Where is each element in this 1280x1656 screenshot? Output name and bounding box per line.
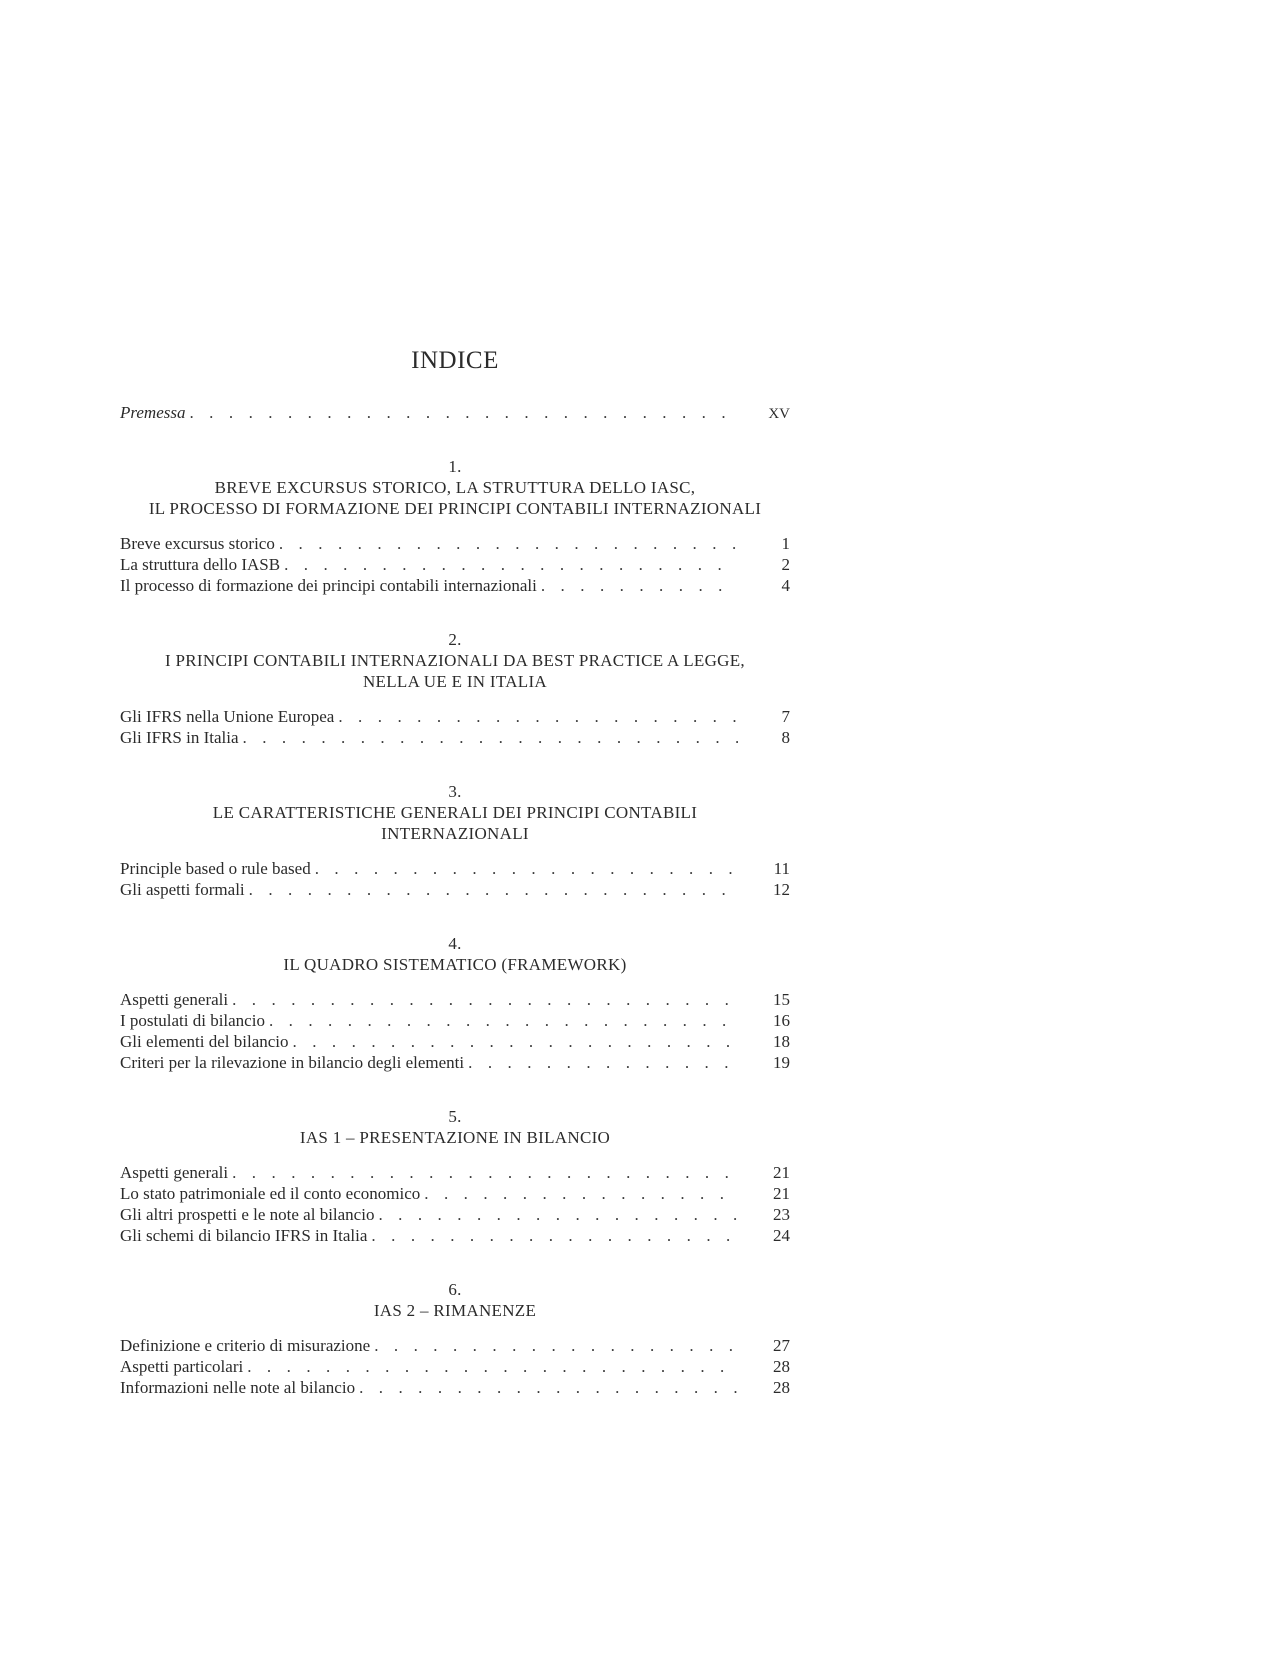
chapter-section <box>120 1106 790 1246</box>
toc-row <box>120 1010 790 1031</box>
toc-entry-page: 23 <box>773 1205 790 1224</box>
chapter-section <box>120 933 790 1073</box>
toc-entry-page: 24 <box>773 1226 790 1245</box>
intro-entry <box>120 402 790 423</box>
toc-row <box>120 533 790 554</box>
dot-leader <box>367 1225 738 1246</box>
toc-entry-page: 28 <box>773 1357 790 1376</box>
toc-entry-page: 4 <box>781 576 790 595</box>
dot-leader <box>464 1052 738 1073</box>
dot-leader <box>228 989 738 1010</box>
toc-row <box>120 554 790 575</box>
dot-leader <box>280 554 738 575</box>
toc-entry-title: Lo stato patrimoniale ed il conto economico <box>120 1184 421 1203</box>
toc-row <box>120 1052 790 1073</box>
toc-entry-title: Aspetti particolari <box>120 1357 244 1376</box>
toc-row <box>120 989 790 1010</box>
toc-row <box>120 402 790 423</box>
toc-entry-title: Premessa <box>120 403 186 422</box>
toc-entry-page: 12 <box>773 880 790 899</box>
chapter-number: 5. <box>448 1107 462 1126</box>
dot-leader <box>311 858 738 879</box>
dot-leader <box>243 1356 738 1377</box>
chapter-heading <box>120 1106 790 1148</box>
chapter-title-line: NELLA UE E IN ITALIA <box>362 672 548 691</box>
dot-leader <box>245 879 738 900</box>
toc-entry-title: La struttura dello IASB <box>120 555 281 574</box>
toc-entry-title: Criteri per la rilevazione in bilancio degli elementi <box>120 1053 465 1072</box>
toc-entry-title: Gli altri prospetti e le note al bilancio <box>120 1205 375 1224</box>
chapter-title-line: BREVE EXCURSUS STORICO, LA STRUTTURA DELLO IASC, <box>214 478 696 497</box>
dot-leader <box>239 727 738 748</box>
toc-entry-title: Gli elementi del bilancio <box>120 1032 289 1051</box>
toc-entry-title: I postulati di bilancio <box>120 1011 265 1030</box>
chapter-title-line: IL PROCESSO DI FORMAZIONE DEI PRINCIPI CONTABILI INTERNAZIONALI <box>148 499 762 518</box>
chapter-number: 2. <box>448 630 462 649</box>
toc-entry-title: Gli IFRS nella Unione Europea <box>120 707 335 726</box>
chapter-heading <box>120 629 790 692</box>
chapter-title-line: IAS 1 – PRESENTAZIONE IN BILANCIO <box>299 1128 611 1147</box>
toc-entry-title: Breve excursus storico <box>120 534 275 553</box>
chapter-number: 4. <box>448 934 462 953</box>
chapter-list <box>120 456 790 1398</box>
toc-row <box>120 575 790 596</box>
chapter-heading <box>120 456 790 519</box>
toc-entry-page: 7 <box>781 707 790 726</box>
toc-entry-title: Aspetti generali <box>120 1163 229 1182</box>
dot-leader <box>334 706 738 727</box>
toc-entry-page: 28 <box>773 1378 790 1397</box>
toc-entry-page: 19 <box>773 1053 790 1072</box>
toc-entry-title: Gli aspetti formali <box>120 880 245 899</box>
dot-leader <box>420 1183 738 1204</box>
toc-row <box>120 879 790 900</box>
toc-row <box>120 1335 790 1356</box>
toc-row <box>120 1031 790 1052</box>
toc-entry-page: 8 <box>781 728 790 747</box>
chapter-section <box>120 1279 790 1398</box>
toc-entry-page: 21 <box>773 1163 790 1182</box>
toc-row <box>120 1183 790 1204</box>
dot-leader <box>370 1335 738 1356</box>
chapter-number: 3. <box>448 782 462 801</box>
toc-row <box>120 706 790 727</box>
toc-entry-page: 18 <box>773 1032 790 1051</box>
dot-leader <box>355 1377 738 1398</box>
dot-leader <box>275 533 738 554</box>
toc-entry-title: Aspetti generali <box>120 990 229 1009</box>
toc-entry-page: 27 <box>773 1336 790 1355</box>
chapter-title-line: I PRINCIPI CONTABILI INTERNAZIONALI DA BEST PRACTICE A LEGGE, <box>165 651 745 670</box>
dot-leader <box>185 402 738 423</box>
toc-entry-title: Informazioni nelle note al bilancio <box>120 1378 356 1397</box>
dot-leader <box>537 575 738 596</box>
chapter-section <box>120 629 790 748</box>
chapter-number: 1. <box>448 457 462 476</box>
chapter-title-line: IAS 2 – RIMANENZE <box>373 1301 537 1320</box>
toc-entry-title: Gli schemi di bilancio IFRS in Italia <box>120 1226 368 1245</box>
toc-entry-page: 2 <box>781 555 790 574</box>
toc-row <box>120 727 790 748</box>
toc-row <box>120 1377 790 1398</box>
chapter-heading <box>120 1279 790 1321</box>
chapter-title-line: IL QUADRO SISTEMATICO (FRAMEWORK) <box>283 955 627 974</box>
chapter-section <box>120 456 790 596</box>
dot-leader <box>228 1162 738 1183</box>
toc-entry-title: Il processo di formazione dei principi contabili internazionali <box>120 576 537 595</box>
toc-row <box>120 1356 790 1377</box>
toc-row <box>120 1225 790 1246</box>
toc-entry-title: Principle based o rule based <box>120 859 311 878</box>
toc-entry-title: Gli IFRS in Italia <box>120 728 239 747</box>
chapter-heading <box>120 781 790 844</box>
toc-row <box>120 858 790 879</box>
dot-leader <box>374 1204 738 1225</box>
dot-leader <box>265 1010 738 1031</box>
toc-entry-page: XV <box>768 406 790 422</box>
dot-leader <box>289 1031 738 1052</box>
toc-entry-page: 11 <box>773 859 790 878</box>
toc-row <box>120 1204 790 1225</box>
chapter-title-line: INTERNAZIONALI <box>381 824 529 843</box>
chapter-title-line: LE CARATTERISTICHE GENERALI DEI PRINCIPI CONTABILI <box>212 803 698 822</box>
page-title: INDICE <box>411 347 499 374</box>
toc-row <box>120 1162 790 1183</box>
chapter-heading <box>120 933 790 975</box>
toc-entry-page: 16 <box>773 1011 790 1030</box>
chapter-section <box>120 781 790 900</box>
toc-entry-page: 21 <box>773 1184 790 1203</box>
toc-entry-page: 1 <box>781 534 790 553</box>
toc-entry-page: 15 <box>773 990 790 1009</box>
table-of-contents <box>120 330 790 1398</box>
toc-entry-title: Definizione e criterio di misurazione <box>120 1336 371 1355</box>
chapter-number: 6. <box>448 1280 462 1299</box>
